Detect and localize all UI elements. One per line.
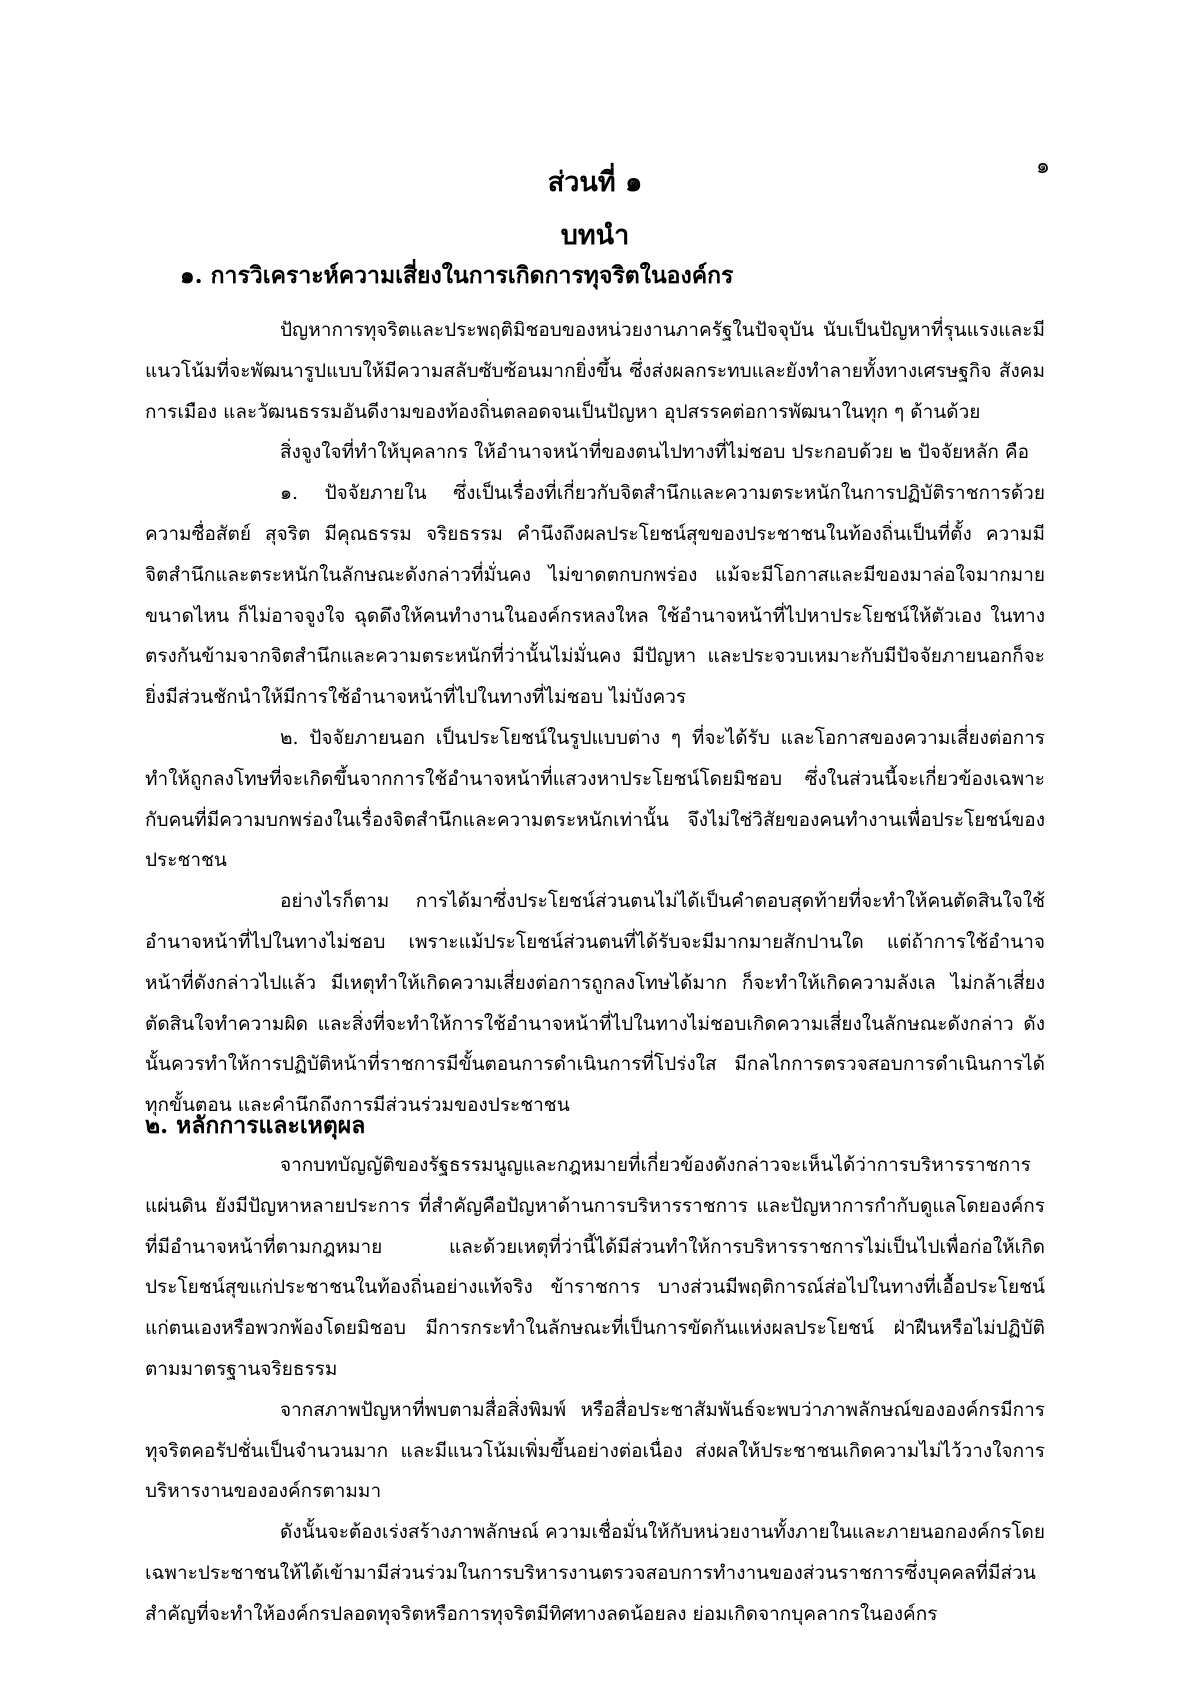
section-2-paragraph-1: จากบทบัญญัติของรัฐธรรมนูญและกฎหมายที่เกี่ยวข้องดังกล่าวจะเห็นได้ว่าการบริหารราชการแผ่นดิน ยังมีปัญหาหลายประการ ที่สำคัญคือปัญหาด้านการบริหารราชการ และปัญหาการกำกับดูแลโดยองค์กรที่มีอำนาจหน้าที่ตามกฎหมาย และด้วยเหตุที่ว่านี้ได้มีส่วนทำให้การบริหารราชการไม่เป็นไปเพื่อก่อให้เกิดประโยชน์สุขแก่ประชาชนในท้องถิ่นอย่างแท้จริง ข้าราชการ บางส่วนมีพฤติการณ์ส่อไปในทางที่เอื้อประโยชน์แก่ตนเองหรือพวกพ้องโดยมิชอบ มีการกระทำในลักษณะที่เป็นการขัดกันแห่งผลประโยชน์ ฝ่าฝืนหรือไม่ปฏิบัติตามมาตรฐานจริยธรรม [145, 1154, 1045, 1380]
page-number: ๑ [1036, 154, 1050, 179]
section-2-paragraph-2: จากสภาพปัญหาที่พบตามสื่อสิ่งพิมพ์ หรือสื่อประชาสัมพันธ์จะพบว่าภาพลักษณ์ขององค์กรมีการทุจริตคอรัปชั่นเป็นจำนวนมาก และมีแนวโน้มเพิ่มขึ้นอย่างต่อเนื่อง ส่งผลให้ประชาชนเกิดความไม่ไว้วางใจการบริหารงานขององค์กรตามมา [145, 1398, 1045, 1503]
section-2-heading: ๒. หลักการและเหตุผล [145, 1112, 366, 1139]
section-1-paragraph-5: อย่างไรก็ตาม การได้มาซึ่งประโยชน์ส่วนตนไม่ได้เป็นคำตอบสุดท้ายที่จะทำให้คนตัดสินใจใช้อำนาจหน้าที่ไปในทางไม่ชอบ เพราะแม้ประโยชน์ส่วนตนที่ได้รับจะมีมากมายสักปานใด แต่ถ้าการใช้อำนาจหน้าที่ดังกล่าวไปแล้ว มีเหตุทำให้เกิดความเสี่ยงต่อการถูกลงโทษได้มาก ก็จะทำให้เกิดความลังเล ไม่กล้าเสี่ยงตัดสินใจทำความผิด และสิ่งที่จะทำให้การใช้อำนาจหน้าที่ไปในทางไม่ชอบเกิดความเสี่ยงในลักษณะดังกล่าว ดังนั้นควรทำให้การปฏิบัติหน้าที่ราชการมีขั้นตอนการดำเนินการที่โปร่งใส มีกลไกการตรวจสอบการดำเนินการได้ทุกขั้นตอน และคำนึกถึงการมีส่วนร่วมของประชาชน [145, 890, 1045, 1117]
section-2-body [145, 1145, 1045, 1635]
part-subtitle: บทนำ [560, 220, 630, 251]
section-1-body [145, 310, 1045, 1126]
section-2-paragraph-3: ดังนั้นจะต้องเร่งสร้างภาพลักษณ์ ความเชื่อมั่นให้กับหน่วยงานทั้งภายในและภายนอกองค์กรโดยเฉพาะประชาชนให้ได้เข้ามามีส่วนร่วมในการบริหารงานตรวจสอบการทำงานของส่วนราชการซึ่งบุคคลที่มีส่วนสำคัญที่จะทำให้องค์กรปลอดทุจริตหรือการทุจริตมีทิศทางลดน้อยลง ย่อมเกิดจากบุคลากรในองค์กร [145, 1521, 1045, 1625]
section-1-paragraph-4: ๒. ปัจจัยภายนอก เป็นประโยชน์ในรูปแบบต่าง ๆ ที่จะได้รับ และโอกาสของความเสี่ยงต่อการทำให้ถูกลงโทษที่จะเกิดขึ้นจากการใช้อำนาจหน้าที่แสวงหาประโยชน์โดยมิชอบ ซึ่งในส่วนนี้จะเกี่ยวข้องเฉพาะกับคนที่มีความบกพร่องในเรื่องจิตสำนึกและความตระหนักเท่านั้น จึงไม่ใช่วิสัยของคนทำงานเพื่อประโยชน์ของประชาชน [145, 726, 1045, 872]
part-title: ส่วนที่ ๑ [547, 167, 643, 198]
section-1-heading: ๑. การวิเคราะห์ความเสี่ยงในการเกิดการทุจริตในองค์กร [180, 262, 734, 289]
section-1-paragraph-3: ๑. ปัจจัยภายใน ซึ่งเป็นเรื่องที่เกี่ยวกับจิตสำนึกและความตระหนักในการปฏิบัติราชการด้วยความซื่อสัตย์ สุจริต มีคุณธรรม จริยธรรม คำนึงถึงผลประโยชน์สุขของประชาชนในท้องถิ่นเป็นที่ตั้ง ความมีจิตสำนึกและตระหนักในลักษณะดังกล่าวที่มั่นคง ไม่ขาดตกบกพร่อง แม้จะมีโอกาสและมีของมาล่อใจมากมายขนาดไหน ก็ไม่อาจจูงใจ ฉุดดึงให้คนทำงานในองค์กรหลงใหล ใช้อำนาจหน้าที่ไปหาประโยชน์ให้ตัวเอง ในทางตรงกันข้ามจากจิตสำนึกและความตระหนักที่ว่านั้นไม่มั่นคง มีปัญหา และประจวบเหมาะกับมีปัจจัยภายนอกก็จะยิ่งมีส่วนชักนำให้มีการใช้อำนาจหน้าที่ไปในทางที่ไม่ชอบ ไม่บังควร [145, 482, 1045, 709]
section-1-paragraph-1: ปัญหาการทุจริตและประพฤติมิชอบของหน่วยงานภาครัฐในปัจจุบัน นับเป็นปัญหาที่รุนแรงและมีแนวโน้มที่จะพัฒนารูปแบบให้มีความสลับซับซ้อนมากยิ่งขึ้น ซึ่งส่งผลกระทบและยังทำลายทั้งทางเศรษฐกิจ สังคม การเมือง และวัฒนธรรมอันดีงามของท้องถิ่นตลอดจนเป็นปัญหา อุปสรรคต่อการพัฒนาในทุก ๆ ด้านด้วย [145, 319, 1045, 423]
section-1-paragraph-2: สิ่งจูงใจที่ทำให้บุคลากร ให้อำนาจหน้าที่ของตนไปทางที่ไม่ชอบ ประกอบด้วย ๒ ปัจจัยหลัก คือ [280, 441, 1030, 464]
